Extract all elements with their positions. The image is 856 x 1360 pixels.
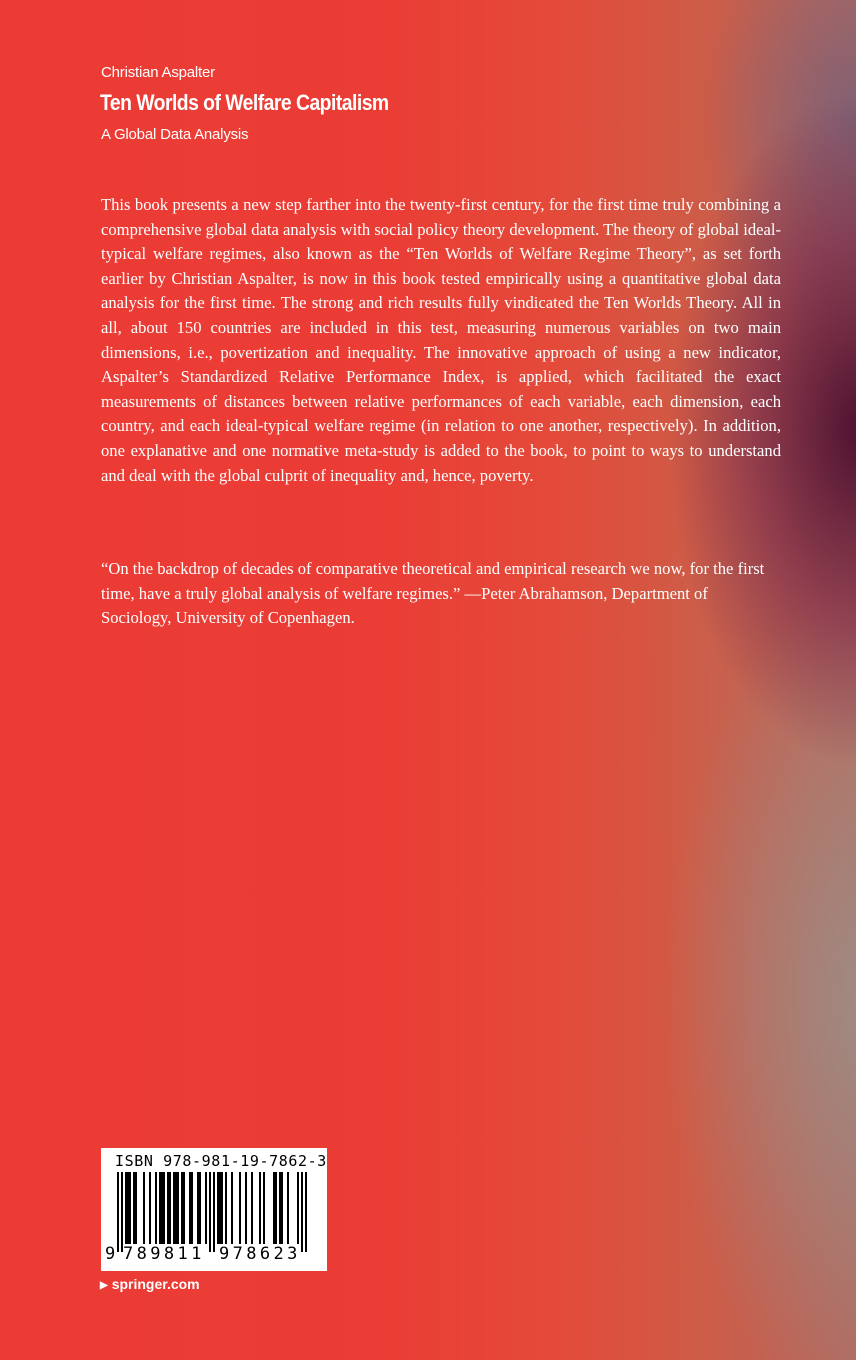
barcode-bar [163, 1172, 165, 1244]
barcode-right-digits: 978623 [219, 1244, 301, 1264]
barcode-bar [159, 1172, 161, 1244]
barcode-bar [133, 1172, 135, 1244]
barcode-bar [189, 1172, 191, 1244]
barcode-label [101, 1148, 327, 1271]
barcode-bar [231, 1172, 233, 1244]
barcode-guard-bar [121, 1172, 123, 1252]
barcode-bar [221, 1172, 223, 1244]
barcode-first-digit: 9 [105, 1244, 116, 1264]
barcode-guard-bar [301, 1172, 303, 1252]
barcode-bar [197, 1172, 199, 1244]
barcode-bar [191, 1172, 193, 1244]
blurb-paragraph: This book presents a new step farther into the twenty-first century, for the first time truly combining a comprehensive global data analysis with social policy theory development. The theory of global ideal-typical welfare regimes, also known as the “Ten Worlds of Welfare Regime Theory”, as set forth earlier by Christian Aspalter, is now in this book tested empirically using a quantitative global data analysis for the first time. The strong and rich results fully vindicated the Ten Worlds Theory. All in all, about 150 countries are included in this test, measuring numerous variables on two main dimensions, i.e., povertization and inequality. The innovative approach of using a new indicator, Aspalter’s Standardized Relative Performance Index, is applied, which facilitated the exact measurements of distances between relative performances of each variable, each dimension, each country, and each ideal-typical welfare regime (in relation to one another, respectively). In addition, one explanative and one normative meta-study is added to the book, to point to ways to understand and deal with the global culprit of inequality and, hence, poverty. [101, 195, 781, 485]
barcode-bar [287, 1172, 289, 1244]
barcode-bar [129, 1172, 131, 1244]
barcode-bar [177, 1172, 179, 1244]
author-name: Christian Aspalter [101, 64, 215, 81]
barcode-bar [275, 1172, 277, 1244]
barcode-bar [225, 1172, 227, 1244]
barcode-bar [219, 1172, 221, 1244]
barcode-bar [173, 1172, 175, 1244]
barcode-bar [273, 1172, 275, 1244]
endorsement-quote: “On the backdrop of decades of comparative theoretical and empirical research we now, for the first time, have a truly global analysis of welfare regimes.” —Peter Abrahamson, Department of Sociology, University of Copenhagen. [101, 559, 765, 628]
barcode-bar [183, 1172, 185, 1244]
barcode-bar [181, 1172, 183, 1244]
barcode-bar [155, 1172, 157, 1244]
barcode-guard-bar [305, 1172, 307, 1252]
barcode-icon [101, 1172, 327, 1252]
barcode-bar [135, 1172, 137, 1244]
barcode-bar [205, 1172, 207, 1244]
publisher-link[interactable] [100, 1276, 200, 1292]
book-subtitle: A Global Data Analysis [101, 126, 249, 143]
barcode-bar [125, 1172, 127, 1244]
barcode-bar [199, 1172, 201, 1244]
barcode-bar [279, 1172, 281, 1244]
barcode-bar [217, 1172, 219, 1244]
barcode-bar [149, 1172, 151, 1244]
barcode-bar [281, 1172, 283, 1244]
barcode-bar [245, 1172, 247, 1244]
barcode-bar [143, 1172, 145, 1244]
barcode-bar [263, 1172, 265, 1244]
barcode-bar [175, 1172, 177, 1244]
barcode-bar [259, 1172, 261, 1244]
barcode-bar [297, 1172, 299, 1244]
barcode-left-digits: 789811 [123, 1244, 205, 1264]
barcode-bar [167, 1172, 169, 1244]
book-title: Ten Worlds of Welfare Capitalism [100, 90, 389, 115]
barcode-digits [101, 1244, 327, 1268]
barcode-bar [127, 1172, 129, 1244]
barcode-bar [239, 1172, 241, 1244]
barcode-bar [161, 1172, 163, 1244]
publisher-website: springer.com [111, 1276, 200, 1292]
barcode-guard-bar [213, 1172, 215, 1252]
isbn-number: ISBN 978-981-19-7862-3 [115, 1152, 327, 1170]
barcode-bar [251, 1172, 253, 1244]
barcode-guard-bar [209, 1172, 211, 1252]
barcode-bar [169, 1172, 171, 1244]
barcode-guard-bar [117, 1172, 119, 1252]
triangle-right-icon: ▶ [100, 1280, 108, 1291]
